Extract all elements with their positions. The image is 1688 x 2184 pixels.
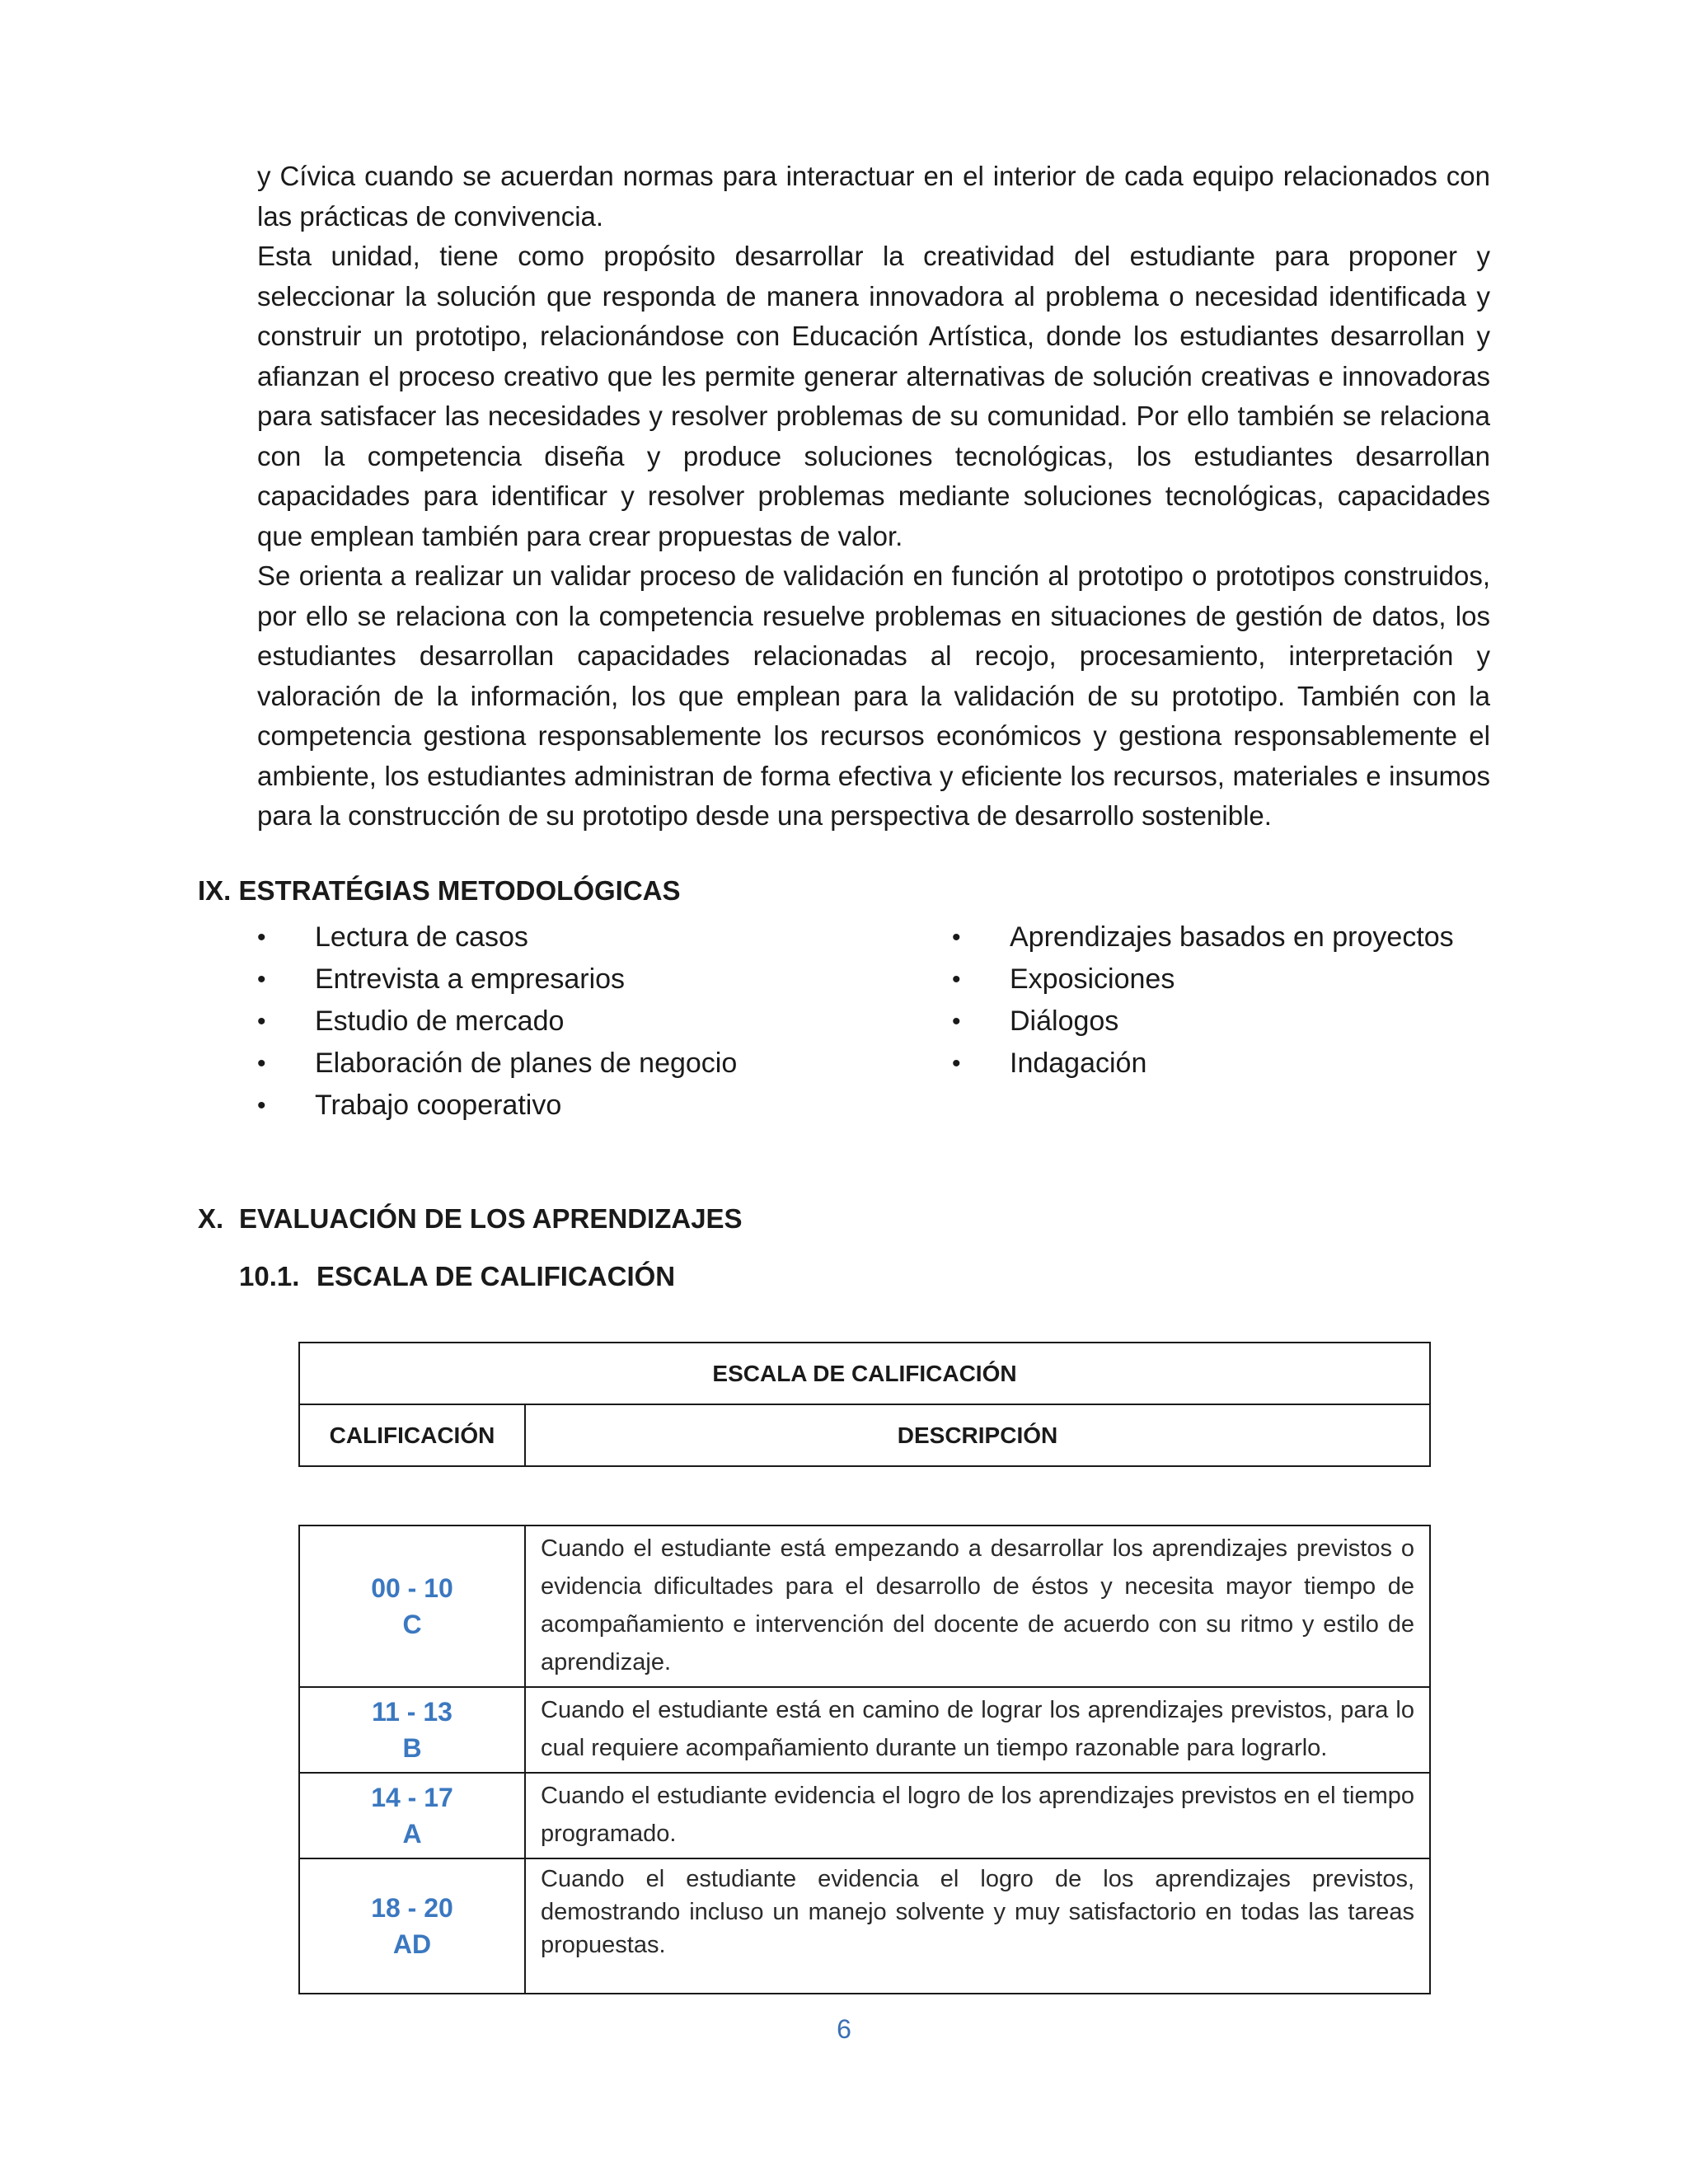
column-header-description: DESCRIPCIÓN — [525, 1404, 1430, 1466]
table-row — [299, 1773, 1430, 1858]
bullet-icon: • — [952, 1008, 961, 1035]
bullet-icon: • — [257, 1092, 266, 1119]
list-item: • Trabajo cooperativo — [257, 1085, 737, 1127]
description-cell: Cuando el estudiante evidencia el logro de los aprendizajes previstos, demostrando incluso un manejo solvente y muy satisfactorio en todas las tareas propuestas. — [525, 1858, 1430, 1994]
list-item: • Entrevista a empresarios — [257, 958, 737, 1001]
description-cell: Cuando el estudiante está empezando a desarrollar los aprendizajes previstos o evidencia dificultades para el desarrollo de éstos y necesita mayor tiempo de acompañamiento e intervención del docente de acuerdo con su ritmo y estilo de aprendizaje. — [525, 1526, 1430, 1687]
scale-body-table — [298, 1525, 1431, 1994]
scale-table-title: ESCALA DE CALIFICACIÓN — [299, 1343, 1430, 1404]
grade-cell: 11 - 13 B — [299, 1687, 525, 1773]
column-header-grade: CALIFICACIÓN — [299, 1404, 525, 1466]
strategies-list-right — [952, 916, 1454, 1085]
bullet-icon: • — [952, 924, 961, 951]
bullet-icon: • — [952, 966, 961, 993]
list-item: • Estudio de mercado — [257, 1001, 737, 1043]
table-row — [299, 1687, 1430, 1773]
list-item: • Lectura de casos — [257, 916, 737, 958]
list-item: • Indagación — [952, 1043, 1454, 1085]
bullet-icon: • — [952, 1050, 961, 1077]
scale-header-table — [298, 1342, 1431, 1467]
bullet-icon: • — [257, 1008, 266, 1035]
description-cell: Cuando el estudiante evidencia el logro de los aprendizajes previstos en el tiempo programado. — [525, 1773, 1430, 1858]
list-item: • Aprendizajes basados en proyectos — [952, 916, 1454, 958]
section-10-1-heading: 10.1. ESCALA DE CALIFICACIÓN — [239, 1261, 676, 1291]
list-item: • Elaboración de planes de negocio — [257, 1043, 737, 1085]
description-cell: Cuando el estudiante está en camino de lograr los aprendizajes previstos, para lo cual requiere acompañamiento durante un tiempo razonable para lograrlo. — [525, 1687, 1430, 1773]
table-row — [299, 1858, 1430, 1994]
strategies-list-left — [257, 916, 737, 1127]
list-item: • Diálogos — [952, 1001, 1454, 1043]
section-9-heading: IX. ESTRATÉGIAS METODOLÓGICAS — [198, 875, 681, 906]
paragraph-civica: y Cívica cuando se acuerdan normas para interactuar en el interior de cada equipo relacionados con las prácticas de convivencia. — [257, 161, 1490, 232]
list-item: • Exposiciones — [952, 958, 1454, 1001]
bullet-icon: • — [257, 1050, 266, 1077]
grade-cell: 18 - 20 AD — [299, 1858, 525, 1994]
page-number: 6 — [837, 2014, 851, 2044]
grade-cell: 00 - 10 C — [299, 1526, 525, 1687]
section-10-heading: X. EVALUACIÓN DE LOS APRENDIZAJES — [198, 1203, 743, 1234]
table-row — [299, 1526, 1430, 1687]
bullet-icon: • — [257, 966, 266, 993]
bullet-icon: • — [257, 924, 266, 951]
paragraph-validation: Se orienta a realizar un validar proceso de validación en función al prototipo o prototipos construidos, por ello se relaciona con la competencia resuelve problemas en situaciones de gestión de datos, los estudiantes desarrollan capacidades relacionadas al recojo, procesamiento, interpretación y valoración de la información, los que emplean para la validación de su prototipo. También con la competencia gestiona responsablemente los recursos económicos y gestiona responsablemente el ambiente, los estudiantes administran de forma efectiva y eficiente los recursos, materiales e insumos para la construcción de su prototipo desde una perspectiva de desarrollo sostenible. — [257, 560, 1490, 831]
grade-cell: 14 - 17 A — [299, 1773, 525, 1858]
paragraph-unit-purpose: Esta unidad, tiene como propósito desarrollar la creatividad del estudiante para proponer y seleccionar la solución que responda de manera innovadora al problema o necesidad identificada y construir un prototipo, relacionándose con Educación Artística, donde los estudiantes desarrollan y afianzan el proceso creativo que les permite generar alternativas de solución creativas e innovadoras para satisfacer las necesidades y resolver problemas de su comunidad. Por ello también se relaciona con la competencia diseña y produce soluciones tecnológicas, los estudiantes desarrollan capacidades para identificar y resolver problemas mediante soluciones tecnológicas, capacidades que emplean también para crear propuestas de valor. — [257, 241, 1490, 551]
